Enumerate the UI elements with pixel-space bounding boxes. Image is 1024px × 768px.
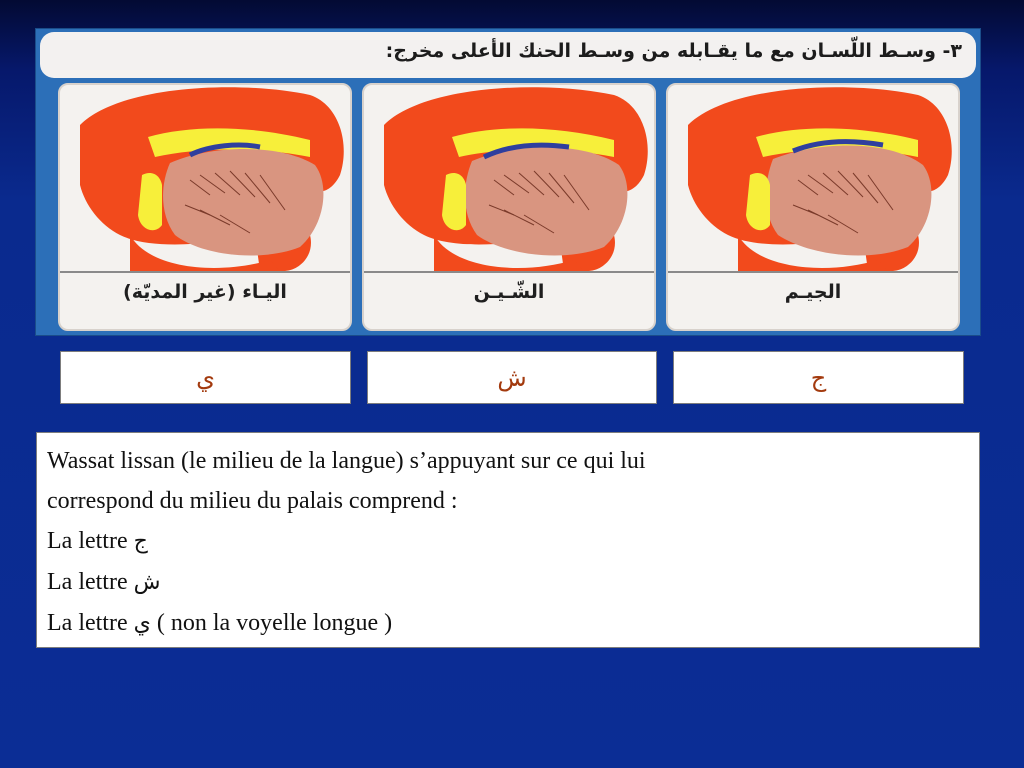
letter-item-shin (47, 562, 969, 603)
panel-divider (364, 271, 654, 273)
panel-divider (668, 271, 958, 273)
panel-shin (362, 83, 656, 331)
item-letter-shin: ش (133, 570, 161, 595)
letter-item-ya (47, 603, 969, 644)
panel-caption-ya: اليـاء (غير المديّة) (123, 281, 287, 303)
letter-box-jim: ج (673, 351, 964, 404)
panel-ya (58, 83, 352, 331)
item-letter-jim: ج (133, 529, 148, 554)
letter-item-jim (47, 521, 969, 562)
intro-line-1: Wassat lissan (le milieu de la langue) s’appuyant sur ce qui lui (47, 448, 646, 474)
letter-box-shin: ش (367, 351, 657, 404)
intro-line-2: correspond du milieu du palais comprend : (47, 488, 458, 514)
item-prefix: La lettre (47, 569, 128, 595)
mouth-diagram-jim (668, 85, 960, 271)
item-letter-ya: ي (133, 611, 151, 636)
letter-box-ya: ي (60, 351, 351, 404)
mouth-diagram-shin (364, 85, 656, 271)
panel-caption-shin: الشّـيـن (473, 281, 545, 303)
description-box (36, 432, 980, 648)
figure-title: ٣- وسـط اللّسـان مع ما يقـابله من وسـط الحنك الأعلى مخرج: (40, 32, 976, 78)
articulation-figure (35, 28, 981, 336)
item-prefix: La lettre (47, 610, 128, 636)
panel-caption-jim: الجيـم (784, 281, 842, 303)
item-prefix: La lettre (47, 528, 128, 554)
item-note: ( non la voyelle longue ) (156, 610, 393, 636)
panel-jim (666, 83, 960, 331)
panel-divider (60, 271, 350, 273)
mouth-diagram-ya (60, 85, 352, 271)
